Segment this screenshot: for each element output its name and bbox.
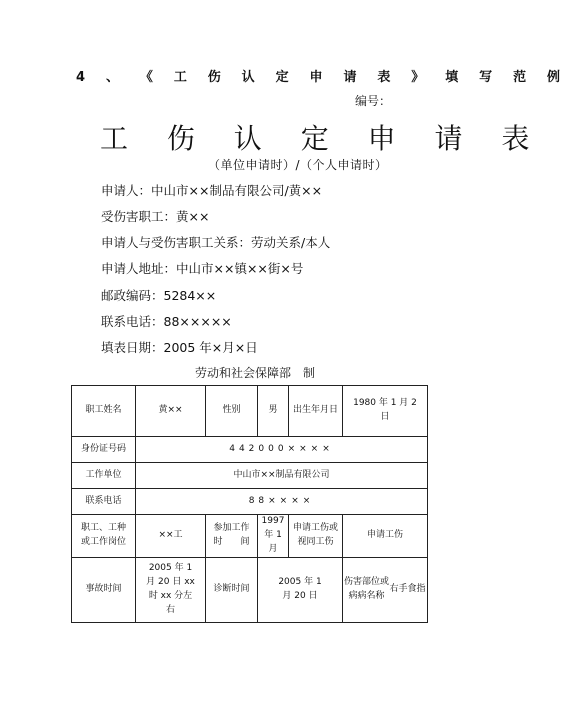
- application-form-table: [71, 385, 428, 623]
- table-row: [72, 386, 428, 437]
- name-value: 黄××: [136, 386, 206, 437]
- employer-value: 中山市××制品有限公司: [136, 463, 428, 489]
- job-label: [72, 515, 136, 558]
- table-row: [72, 557, 428, 622]
- field-injured-worker: 受伤害职工：黄××: [101, 209, 210, 224]
- id-label: 身份证号码: [72, 437, 136, 463]
- accident-time-value: [136, 557, 206, 622]
- field-relationship: 申请人与受伤害职工关系：劳动关系/本人: [101, 235, 331, 250]
- start-label: [206, 515, 258, 558]
- start-label-line1: 参加工作: [213, 522, 250, 533]
- job-value: ××工: [136, 515, 206, 558]
- injury-value: 右手食指: [389, 583, 426, 594]
- diagnosis-time-value: [258, 557, 343, 622]
- applicant-type-line: （单位申请时）/（个人申请时）: [208, 158, 388, 172]
- injury-label: [344, 576, 389, 604]
- accident-time-line3: 时 xx 分左: [148, 590, 193, 601]
- apply-reason-label-line2: 视同工伤: [297, 536, 334, 547]
- apply-reason-label-line1: 申请工伤或: [292, 522, 338, 533]
- field-postcode: 邮政编码：5284××: [101, 288, 217, 303]
- section-heading: 4 、 《 工 伤 认 定 申 请 表 》 填 写 范 例: [76, 70, 568, 85]
- birth-value-line1: 1980 年 1 月 2: [353, 398, 417, 409]
- issuer-line: 劳动和社会保障部 制: [195, 366, 316, 380]
- name-label: 职工姓名: [72, 386, 136, 437]
- id-value: 442000××××: [136, 437, 428, 463]
- accident-time-line1: 2005 年 1: [148, 562, 193, 573]
- serial-number-label: 编号：: [355, 94, 392, 108]
- diagnosis-time-label: 诊断时间: [206, 557, 258, 622]
- employer-label: 工作单位: [72, 463, 136, 489]
- apply-reason-label: [289, 515, 343, 558]
- document-title: 工 伤 认 定 申 请 表: [100, 122, 545, 155]
- gender-value: 男: [258, 386, 289, 437]
- injury-cell: [343, 557, 428, 622]
- birth-value-line2: 日: [380, 412, 390, 422]
- accident-time-label: 事故时间: [72, 557, 136, 622]
- table-row: [72, 515, 428, 558]
- start-value: [258, 515, 289, 558]
- field-phone: 联系电话：88×××××: [101, 314, 232, 329]
- table-row: [72, 437, 428, 463]
- injury-label-line2: 病病名称: [348, 590, 385, 601]
- start-value-line2: 月: [268, 543, 278, 554]
- job-label-line2: 或工作岗位: [80, 536, 126, 547]
- injury-inner: [344, 576, 426, 604]
- start-label-line2: 时 间: [213, 536, 250, 547]
- table-row: [72, 463, 428, 489]
- phone-label: 联系电话: [72, 489, 136, 515]
- apply-reason-value: 申请工伤: [343, 515, 428, 558]
- diagnosis-time-line1: 2005 年 1: [278, 576, 322, 587]
- phone-value: 88××××: [136, 489, 428, 515]
- field-address: 申请人地址：中山市××镇××街×号: [101, 261, 304, 276]
- birth-label: 出生年月日: [289, 386, 343, 437]
- diagnosis-time-line2: 月 20 日: [282, 590, 318, 601]
- start-value-line1: 1997 年 1: [261, 516, 285, 540]
- field-applicant: 申请人：中山市××制品有限公司/黄××: [101, 183, 323, 198]
- accident-time-line4: 右: [165, 604, 175, 615]
- gender-label: 性别: [206, 386, 258, 437]
- job-label-line1: 职工、工种: [80, 522, 126, 533]
- birth-value: [343, 386, 428, 437]
- table-row: [72, 489, 428, 515]
- accident-time-line2: 月 20 日 xx: [146, 576, 195, 587]
- field-fill-date: 填表日期：2005 年×月×日: [101, 340, 258, 355]
- injury-label-line1: 伤害部位或: [344, 576, 390, 587]
